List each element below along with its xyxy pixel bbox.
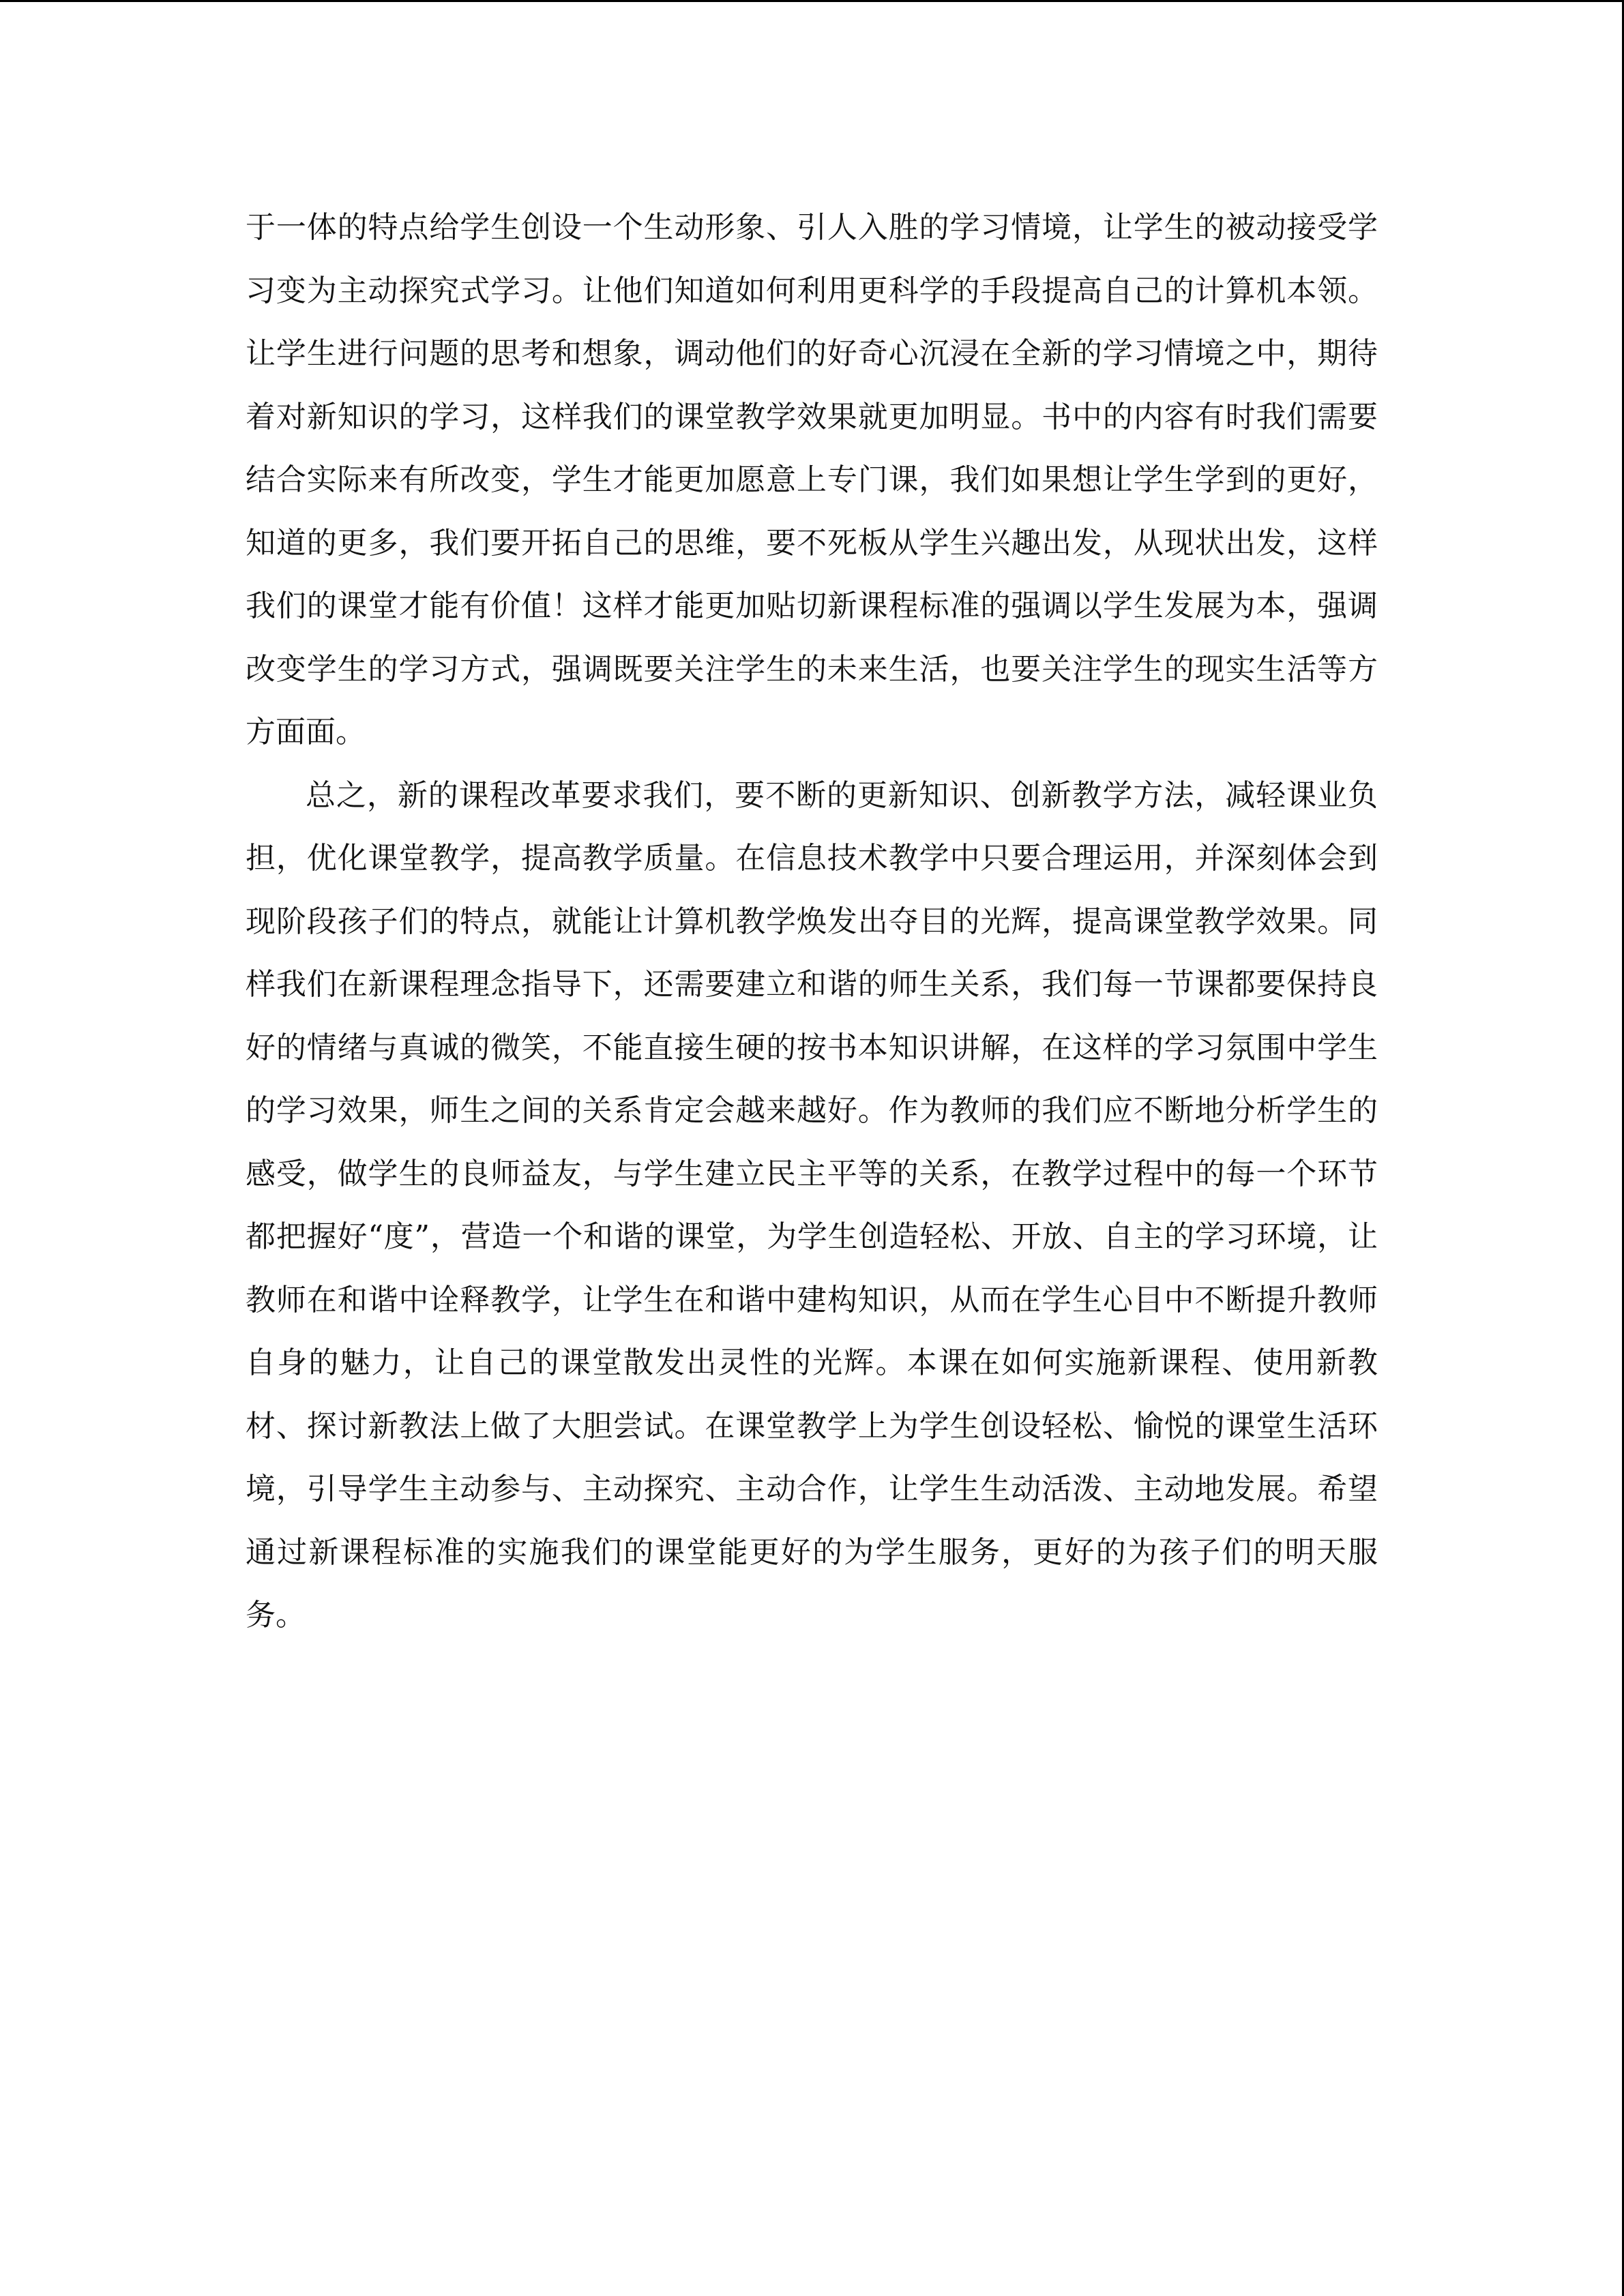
- paragraph-1: 于一体的特点给学生创设一个生动形象、引人入胜的学习情境，让学生的被动接受学习变为主动探究式学习。让他们知道如何利用更科学的手段提高自己的计算机本领。让学生进行问题的思考和想象，调动他们的好奇心沉浸在全新的学习情境之中，期待着对新知识的学习，这样我们的课堂教学效果就更加明显。书中的内容有时我们需要结合实际来有所改变，学生才能更加愿意上专门课，我们如果想让学生学到的更好，知道的更多，我们要开拓自己的思维，要不死板从学生兴趣出发，从现状出发，这样我们的课堂才能有价值！这样才能更加贴切新课程标准的强调以学生发展为本，强调改变学生的学习方式，强调既要关注学生的未来生活，也要关注学生的现实生活等方方面面。: [246, 210, 1378, 749]
- document-body: [246, 196, 1378, 1648]
- paragraph-2: 总之，新的课程改革要求我们，要不断的更新知识、创新教学方法，减轻课业负担，优化课堂教学，提高教学质量。在信息技术教学中只要合理运用，并深刻体会到现阶段孩子们的特点，就能让计算机教学焕发出夺目的光辉，提高课堂教学效果。同样我们在新课程理念指导下，还需要建立和谐的师生关系，我们每一节课都要保持良好的情绪与真诚的微笑，不能直接生硬的按书本知识讲解，在这样的学习氛围中学生的学习效果，师生之间的关系肯定会越来越好。作为教师的我们应不断地分析学生的感受，做学生的良师益友，与学生建立民主平等的关系，在教学过程中的每一个环节都把握好“度”，营造一个和谐的课堂，为学生创造轻松、开放、自主的学习环境，让教师在和谐中诠释教学，让学生在和谐中建构知识，从而在学生心目中不断提升教师自身的魅力，让自己的课堂散发出灵性的光辉。本课在如何实施新课程、使用新教材、探讨新教法上做了大胆尝试。在课堂教学上为学生创设轻松、愉悦的课堂生活环境，引导学生主动参与、主动探究、主动合作，让学生生动活泼、主动地发展。希望通过新课程标准的实施我们的课堂能更好的为学生服务，更好的为孩子们的明天服务。: [246, 777, 1378, 1632]
- page-top-border: [0, 0, 1624, 2]
